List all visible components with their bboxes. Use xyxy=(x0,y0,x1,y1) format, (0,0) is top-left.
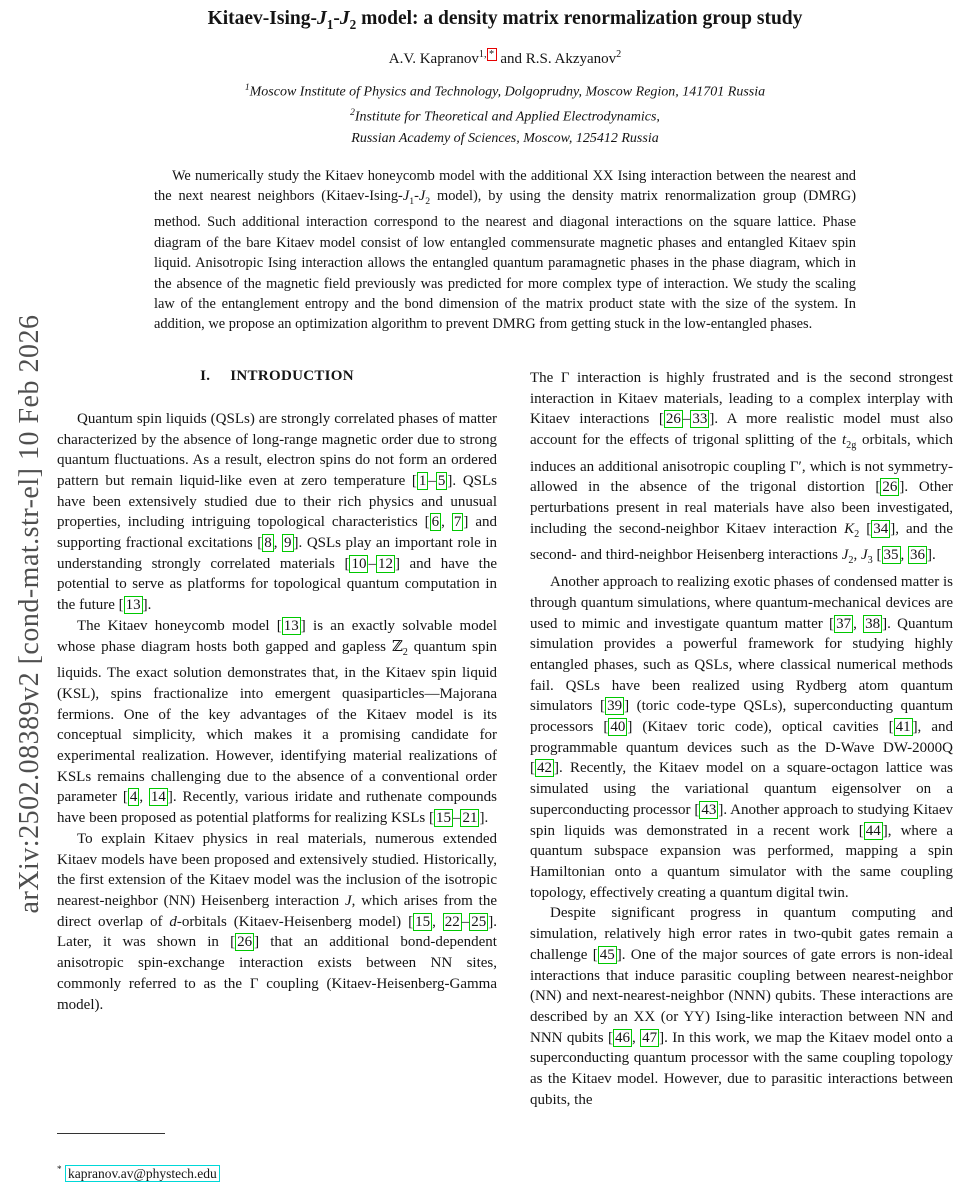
section-number: I. xyxy=(200,367,211,384)
citation-link[interactable]: 21 xyxy=(462,810,478,827)
citation-link[interactable]: 26 xyxy=(665,411,681,428)
math-symbol: J xyxy=(344,893,352,909)
footnote-star-link[interactable]: * xyxy=(487,48,497,61)
two-column-body xyxy=(57,368,953,1111)
citation-link[interactable]: 43 xyxy=(701,801,717,818)
section-heading-introduction xyxy=(57,368,497,385)
citation-link[interactable]: 45 xyxy=(599,946,615,963)
math-symbol: J xyxy=(339,8,350,29)
affiliation-2: $^2$Institute for Theoretical and Applied Electrodynamics, xyxy=(350,108,660,125)
paragraph: Quantum spin liquids (QSLs) are strongly correlated phases of matter characterized by the absence of long-range magnetic order due to strong quantum fluctuations. As a result, electron spins do not form an ordered pattern but remain liquid-like even at zero temperature [ 1 – 5 ]. QSLs have been extensively studied due to their rich physics and unusual properties, including intriguing topological characteristics [ 6 , 7 ] and supporting fractional excitations [ 8 , 9 ]. QSLs play an important role in understanding strongly correlated materials [ 10 – 12 ] and have the potential to serve as platforms for topological quantum computation in the future [ 13 ]. xyxy=(57,410,498,614)
author-line: A.V. Kapranov$^{1,}$ * and R.S. Akzyanov$^2$ xyxy=(388,48,622,67)
citation-link[interactable]: 40 xyxy=(610,719,626,736)
citation-link[interactable]: 33 xyxy=(692,411,708,428)
citation-link[interactable]: 42 xyxy=(537,760,552,777)
citation-link[interactable]: 35 xyxy=(883,547,899,564)
citation-link[interactable]: 15 xyxy=(415,913,431,930)
paragraph: The Kitaev honeycomb model [ 13 ] is an exactly solvable model whose phase diagram hosts both gapped and gapless ℤ$_2$ quantum spin liquids. The exact solution demonstrates that, in the Kitaev spin liquid (KSL), spins fractionalize into emergent quasiparticles—Majorana fermions. One of the key advantages of the Kitaev model is its conceptual simplicity, which makes it a promising candidate for experimental realization. However, identifying material realizations of KSLs remains challenging due to the absence of a conventional order parameter [ 4 , 14 ]. Recently, various iridate and ruthenate compounds have been proposed as potential platforms for realizing KSLs [ 15 – 21 ]. xyxy=(57,617,498,827)
citation-link[interactable]: 37 xyxy=(836,615,852,632)
citation-link[interactable]: 12 xyxy=(377,555,393,572)
citation-link[interactable]: 9 xyxy=(284,535,292,552)
arxiv-watermark: arXiv:2502.08389v2 [cond-mat.str-el] 10 Feb 2026 xyxy=(14,314,45,914)
affiliation-1: $^1$Moscow Institute of Physics and Technology, Dolgoprudny, Moscow Region, 141701 Russia xyxy=(244,82,766,100)
citation-link[interactable]: 5 xyxy=(437,472,446,489)
citation-link[interactable]: 13 xyxy=(125,597,141,614)
citation-link[interactable]: 41 xyxy=(895,719,911,736)
citation-link[interactable]: 26 xyxy=(882,479,898,496)
math-symbol: J xyxy=(402,188,410,205)
paragraph: The Γ interaction is highly frustrated and is the second strongest interaction in Kitaev materials, leading to a complex interplay with Kitaev interactions [ 26 – 33 ]. A more realistic model must also account for the effects of trigonal splitting of the $t_{2g}$ orbitals, which induces an additional anisotropic coupling Γ′, which is not symmetry-allowed in the absence of the trigonal distortion [ 26 ]. Other perturbations present in real materials have also been investigated, including the second-neighbor Kitaev interaction $K_2$ [ 34 ], and the second- and third-neighbor Heisenberg interactions $J_2$, $J_3$ [ 35 , 36 ]. xyxy=(530,369,953,567)
paragraph: Despite significant progress in quantum computing and simulation, relatively high error rates in two-qubit gates remain a challenge [ 45 ]. One of the major sources of gate errors is non-ideal interactions that induce parasitic coupling between nearest-neighbor (NN) and next-nearest-neighbor (NNN) qubits. These interactions are described by an XX (or YY) Ising-like interaction between NN and NNN qubits [ 46 , 47 ]. In this work, we map the Kitaev model onto a superconducting quantum processor with the same coupling topology as the Kitaev model. However, due to parasitic interactions between qubits, the xyxy=(530,905,954,1108)
citation-link[interactable]: 13 xyxy=(283,617,299,634)
citation-link[interactable]: 10 xyxy=(351,555,367,572)
math-symbol: d xyxy=(169,913,177,930)
paragraph: Another approach to realizing exotic phases of condensed matter is through quantum simulations, where quantum-mechanical devices are used to mimic and investigate quantum matter [ 37 , 38 ]. Quantum simulation provides a powerful framework for studying highly entangled phases, such as QSLs, where classical numerical methods fail. QSLs have been realized using Rydberg atom quantum simulators [ 39 ] (toric code-type QSLs), superconducting quantum processors [ 40 ] (Kitaev toric code), optical cavities [ 41 ], and programmable quantum devices such as the D-Wave DW-2000Q [ 42 ]. Recently, the Kitaev model on a square-octagon lattice was simulated using the variational quantum eigensolver on a superconducting processor [ 43 ]. Another approach to studying Kitaev spin liquids was demonstrated in a recent work [ 44 ], where a quantum subspace expansion was performed, mapping a spin Hamiltonian onto a quantum simulator with the same coupling topology, effectively creating a quantum digital twin. xyxy=(530,574,954,901)
affiliations xyxy=(57,78,953,150)
math-symbol: t xyxy=(841,431,847,448)
citation-link[interactable]: 14 xyxy=(150,789,166,806)
left-column xyxy=(57,368,497,1111)
footnote-star: * xyxy=(57,1164,62,1174)
section-title: INTRODUCTION xyxy=(230,367,354,384)
paragraph: To explain Kitaev physics in real materials, numerous extended Kitaev models have been proposed and extensively studied. Historically, the first extension of the Kitaev model was the inclusion of the isotropic nearest-neighbor (NN) Heisenberg interaction J, which arises from the direct overlap of d-orbitals (Kitaev-Heisenberg model) [ 15 , 22 – 25 ]. Later, it was shown in [ 26 ] that an additional bond-dependent anisotropic spin-exchange interaction exists between NN sites, commonly referred to as the Γ coupling (Kitaev-Heisenberg-Gamma model). xyxy=(57,830,497,1013)
citation-link[interactable]: 47 xyxy=(642,1029,658,1046)
citation-link[interactable]: 25 xyxy=(471,913,487,930)
footnote-area xyxy=(57,1133,497,1182)
abstract: We numerically study the Kitaev honeycomb model with the additional XX Ising interaction between the nearest and the next nearest neighbors ($Kitaev-Ising-J_1-J_2$ model), by using the density matrix renormalization group (DMRG) method. Such additional interaction correspond to the nearest and diagonal interactions on the square lattice. Phase diagram of the bare Kitaev model consist of low entangled commensurate magnetic phases and entangled Kitaev spin liquid. Anisotropic Ising interaction allows the entangled quantum paramagnetic phases in the phase diagram, which in the absence of the magnetic field previously was predicted for more complex type of interaction. We study the scaling law of the entanglement entropy and the bond dimension of the matrix product state with the size of the system. In addition, we propose an optimization algorithm to prevent DMRG from getting stuck in the low-entangled phases. xyxy=(154,167,856,333)
math-symbol: J xyxy=(841,547,849,564)
footnote-rule xyxy=(57,1133,165,1134)
citation-link[interactable]: 8 xyxy=(264,535,272,552)
citation-link[interactable]: 4 xyxy=(129,789,138,806)
citation-link[interactable]: 6 xyxy=(431,514,440,531)
citation-link[interactable]: 1 xyxy=(418,472,427,489)
citation-link[interactable]: 39 xyxy=(607,698,623,715)
paper-title: Kitaev-$Ising-J_1-J_2$ model: a density matrix renormalization group study xyxy=(207,8,803,32)
math-symbol: J xyxy=(418,188,426,205)
citation-link[interactable]: 44 xyxy=(865,822,881,839)
right-column xyxy=(530,368,953,1111)
citation-link[interactable]: 38 xyxy=(865,615,881,632)
affiliation-3: Russian Academy of Sciences, Moscow, 125412 Russia xyxy=(351,131,659,147)
citation-link[interactable]: 36 xyxy=(910,547,925,564)
math-symbol: J xyxy=(860,547,868,564)
citation-link[interactable]: 7 xyxy=(453,514,462,531)
email-link[interactable]: kapranov.av@phystech.edu xyxy=(65,1165,220,1182)
citation-link[interactable]: 26 xyxy=(237,934,253,951)
citation-link[interactable]: 34 xyxy=(873,520,889,537)
citation-link[interactable]: 46 xyxy=(614,1029,630,1046)
citation-link[interactable]: 22 xyxy=(444,913,460,930)
citation-link[interactable]: 15 xyxy=(435,810,451,827)
paper-page xyxy=(57,0,953,1110)
math-symbol: J xyxy=(317,8,327,29)
math-symbol: K xyxy=(844,520,855,537)
footnote-email-line xyxy=(57,1164,497,1182)
